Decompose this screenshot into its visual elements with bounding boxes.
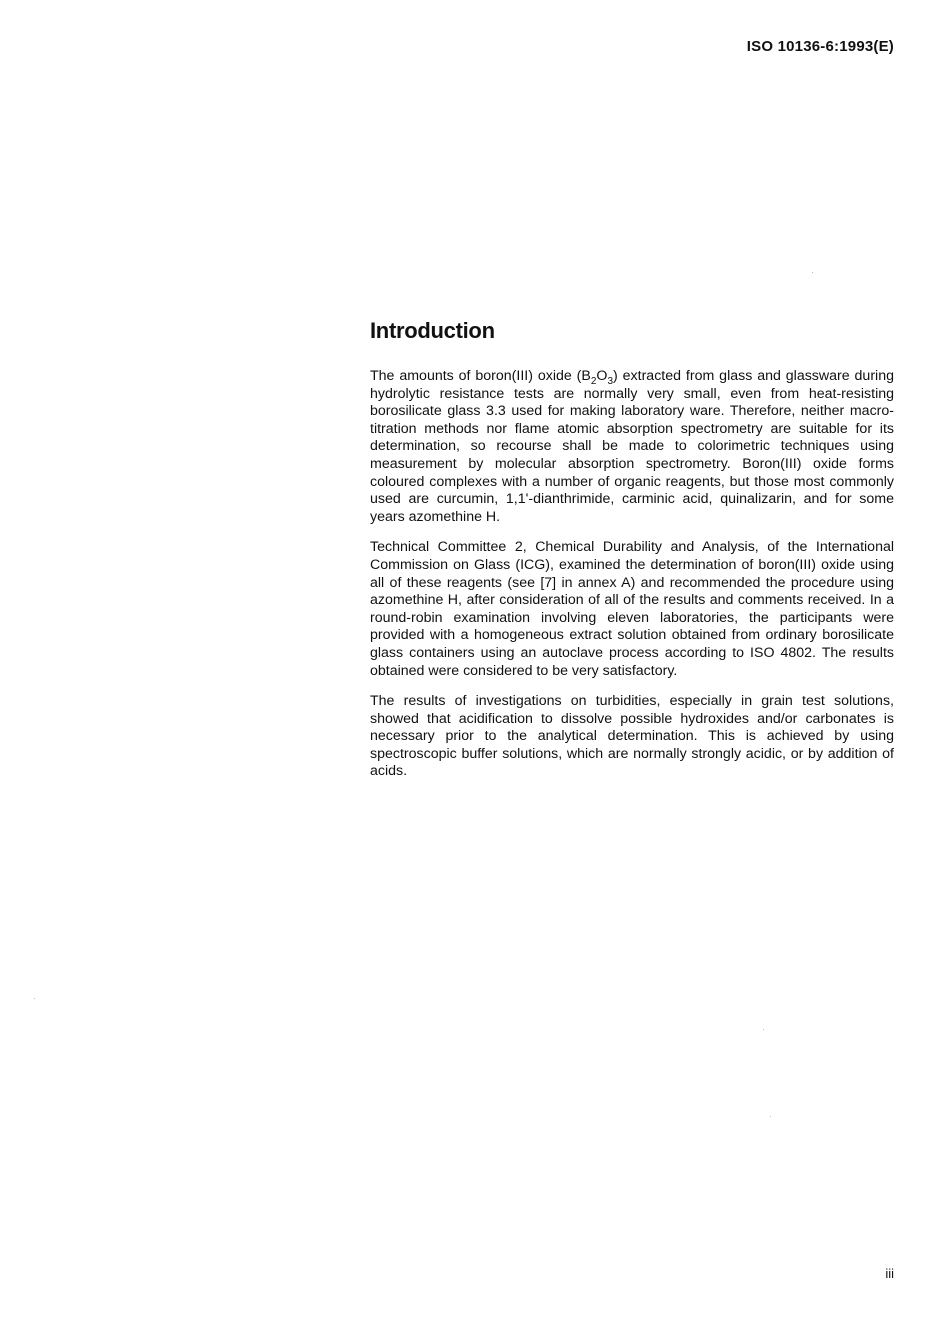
paragraph-1-text-start: The amounts of boron(III) oxide (B — [370, 368, 591, 384]
paragraph-2: Technical Committee 2, Chemical Durability and Analysis, of the International Commission on Glass (ICG), examined the determination of boron(III) oxide using all of these reagents (see [7] in annex A) and recommended the procedure using azomethine H, after consideration of all of the results and comments received. In a round-robin examination involving eleven laboratories, the participants were provided with a homogeneous extract solution obtained from ordinary borosilicate glass containers using an autoclave process according to ISO 4802. The results obtained were considered to be very satisfactory. — [370, 539, 894, 679]
scan-speck — [763, 1029, 764, 1030]
formula-subscript-2: 2 — [590, 375, 597, 387]
paragraph-3: The results of investigations on turbidities, especially in grain test solutions, showed that acidification to dissolve possible hydroxides and/or carbonates is necessary prior to the analytical determination. This is achieved by using spectroscopic buffer solutions, which are normally strongly acidic, or by addition of acids. — [370, 693, 894, 780]
paragraph-1-text-rest: ) extracted from glass and glassware during hydrolytic resistance tests are normally very small, even from heat-resisting borosilicate glass 3.3 used for making laboratory ware. Therefore, neither macro-titration methods nor flame atomic absorption spectrometry are suitable for its determination, so recourse shall be made to colorimetric techniques using measurement by molecular absorption spectrometry. Boron(III) oxide forms coloured complexes with a number of organic reagents, but those most commonly used are curcumin, 1,1'-dianthrimide, carminic acid, quinalizarin, and for some years azomethine H. — [370, 368, 894, 525]
paragraph-1 — [370, 368, 894, 526]
scan-speck — [770, 1116, 771, 1117]
section-title: Introduction — [370, 318, 495, 343]
page-number: iii — [885, 1266, 894, 1281]
scan-speck — [34, 998, 35, 999]
formula-subscript-3: 3 — [607, 375, 614, 387]
introduction-section — [370, 318, 894, 794]
formula-oxygen: O — [596, 368, 608, 384]
document-reference: ISO 10136-6:1993(E) — [746, 38, 894, 55]
scan-speck — [812, 272, 813, 273]
